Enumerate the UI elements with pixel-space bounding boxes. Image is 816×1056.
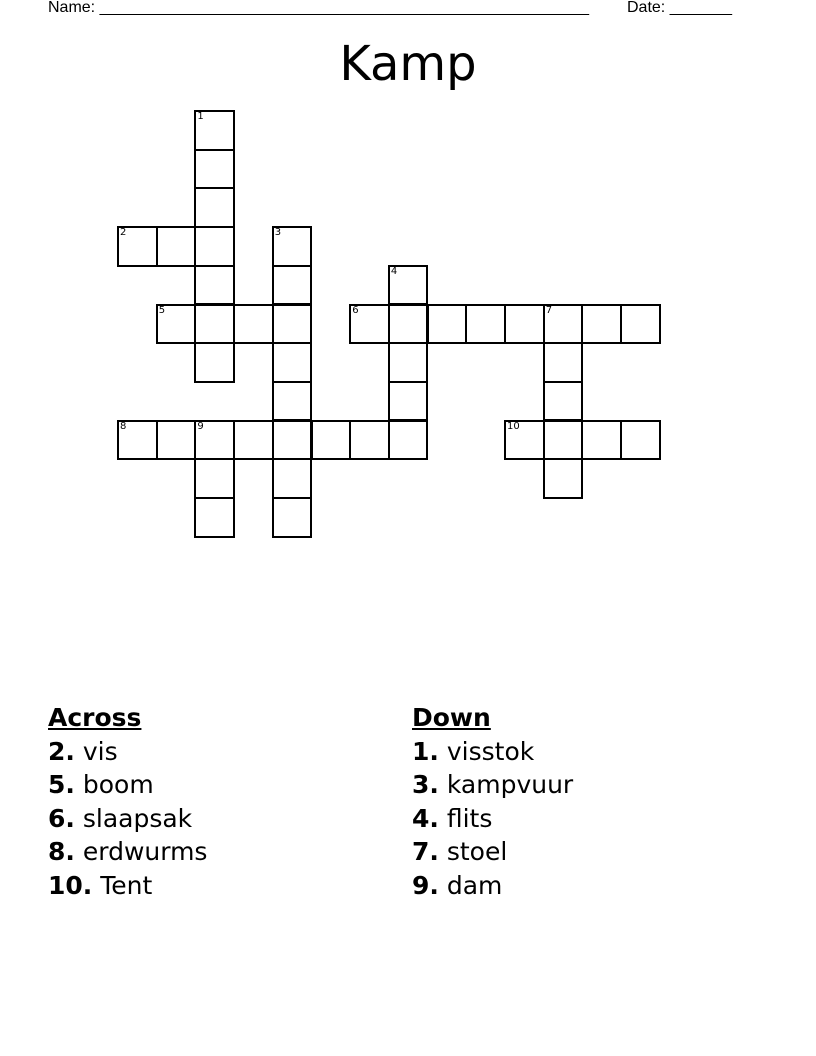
down-clues bbox=[412, 701, 573, 902]
clue-number: 3. bbox=[412, 770, 439, 799]
grid-cell bbox=[504, 304, 545, 345]
grid-cell bbox=[194, 458, 235, 499]
clue-number: 7. bbox=[412, 837, 439, 866]
clue-number: 6. bbox=[48, 803, 75, 833]
grid-cell bbox=[543, 420, 584, 461]
grid-cell bbox=[272, 497, 313, 538]
clue-number: 5. bbox=[48, 770, 75, 799]
grid-cell bbox=[388, 420, 429, 461]
grid-cell bbox=[156, 304, 197, 345]
grid-cell bbox=[504, 420, 545, 461]
cell-number: 4 bbox=[390, 265, 398, 277]
clue-text: flits bbox=[446, 803, 493, 833]
grid-cell bbox=[272, 381, 313, 422]
grid-cell bbox=[543, 381, 584, 422]
cell-number: 5 bbox=[158, 304, 166, 316]
grid-cell bbox=[156, 420, 197, 461]
across-heading: Across bbox=[48, 703, 142, 732]
across-clues bbox=[48, 701, 207, 902]
grid-cell bbox=[117, 420, 158, 461]
grid-cell bbox=[388, 304, 429, 345]
across-clue bbox=[48, 735, 207, 769]
clue-number: 2. bbox=[48, 736, 75, 766]
grid-cell bbox=[272, 265, 313, 306]
grid-cell bbox=[194, 265, 235, 306]
grid-cell bbox=[194, 497, 235, 538]
name-line: Name: _______________________________________________________ bbox=[48, 0, 589, 16]
cell-number: 7 bbox=[545, 304, 553, 316]
date-line: Date: _______ bbox=[627, 0, 732, 16]
grid-cell bbox=[620, 304, 661, 345]
cell-number: 1 bbox=[197, 111, 204, 122]
grid-cell bbox=[194, 187, 235, 228]
clue-text: vis bbox=[82, 736, 118, 766]
grid-cell bbox=[543, 342, 584, 383]
grid-cell bbox=[543, 304, 584, 345]
grid-cell bbox=[272, 420, 313, 461]
grid-cell bbox=[388, 342, 429, 383]
page-title: Kamp bbox=[339, 36, 477, 92]
cell-number: 2 bbox=[120, 227, 127, 239]
grid-cell bbox=[349, 420, 390, 461]
cell-number: 3 bbox=[274, 227, 282, 239]
clue-text: boom bbox=[82, 770, 154, 799]
grid-cell bbox=[388, 381, 429, 422]
clue-text: slaapsak bbox=[82, 803, 193, 833]
down-clue bbox=[412, 869, 573, 903]
grid-cell bbox=[272, 458, 313, 499]
grid-cell bbox=[233, 420, 274, 461]
grid-cell bbox=[194, 149, 235, 190]
cell-number: 9 bbox=[197, 420, 204, 432]
down-clue bbox=[412, 735, 573, 769]
clue-text: dam bbox=[446, 870, 503, 900]
clue-number: 8. bbox=[48, 837, 75, 866]
grid-cell bbox=[581, 420, 622, 461]
across-clue bbox=[48, 802, 207, 836]
down-clue bbox=[412, 802, 573, 836]
grid-cell bbox=[272, 226, 313, 267]
grid-cell bbox=[194, 110, 235, 151]
cell-number: 10 bbox=[507, 420, 520, 432]
across-clue bbox=[48, 869, 207, 903]
clue-number: 4. bbox=[412, 803, 439, 833]
grid-cell bbox=[620, 420, 661, 461]
grid-cell bbox=[156, 226, 197, 267]
grid-cell bbox=[581, 304, 622, 345]
grid-cell bbox=[272, 342, 313, 383]
clue-text: stoel bbox=[446, 837, 508, 866]
clue-number: 10. bbox=[48, 870, 93, 900]
cell-number: 8 bbox=[120, 420, 127, 432]
grid-cell bbox=[117, 226, 158, 267]
clue-number: 9. bbox=[412, 870, 439, 900]
grid-cell bbox=[427, 304, 468, 345]
grid-cell bbox=[272, 304, 313, 345]
down-clue bbox=[412, 835, 573, 869]
grid-cell bbox=[349, 304, 390, 345]
clue-text: Tent bbox=[100, 870, 153, 900]
down-heading: Down bbox=[412, 703, 491, 732]
grid-cell bbox=[194, 304, 235, 345]
grid-cell bbox=[543, 458, 584, 499]
grid-cell bbox=[388, 265, 429, 306]
across-clue bbox=[48, 835, 207, 869]
clue-text: kampvuur bbox=[446, 770, 574, 799]
grid-cell bbox=[311, 420, 352, 461]
grid-cell bbox=[465, 304, 506, 345]
grid-cell bbox=[233, 304, 274, 345]
down-clue bbox=[412, 768, 573, 802]
cell-number: 6 bbox=[352, 304, 359, 316]
grid-cell bbox=[194, 420, 235, 461]
grid-cell bbox=[194, 342, 235, 383]
clue-number: 1. bbox=[412, 736, 439, 766]
grid-cell bbox=[194, 226, 235, 267]
clue-text: erdwurms bbox=[82, 837, 208, 866]
clue-text: visstok bbox=[446, 736, 535, 766]
across-clue bbox=[48, 768, 207, 802]
